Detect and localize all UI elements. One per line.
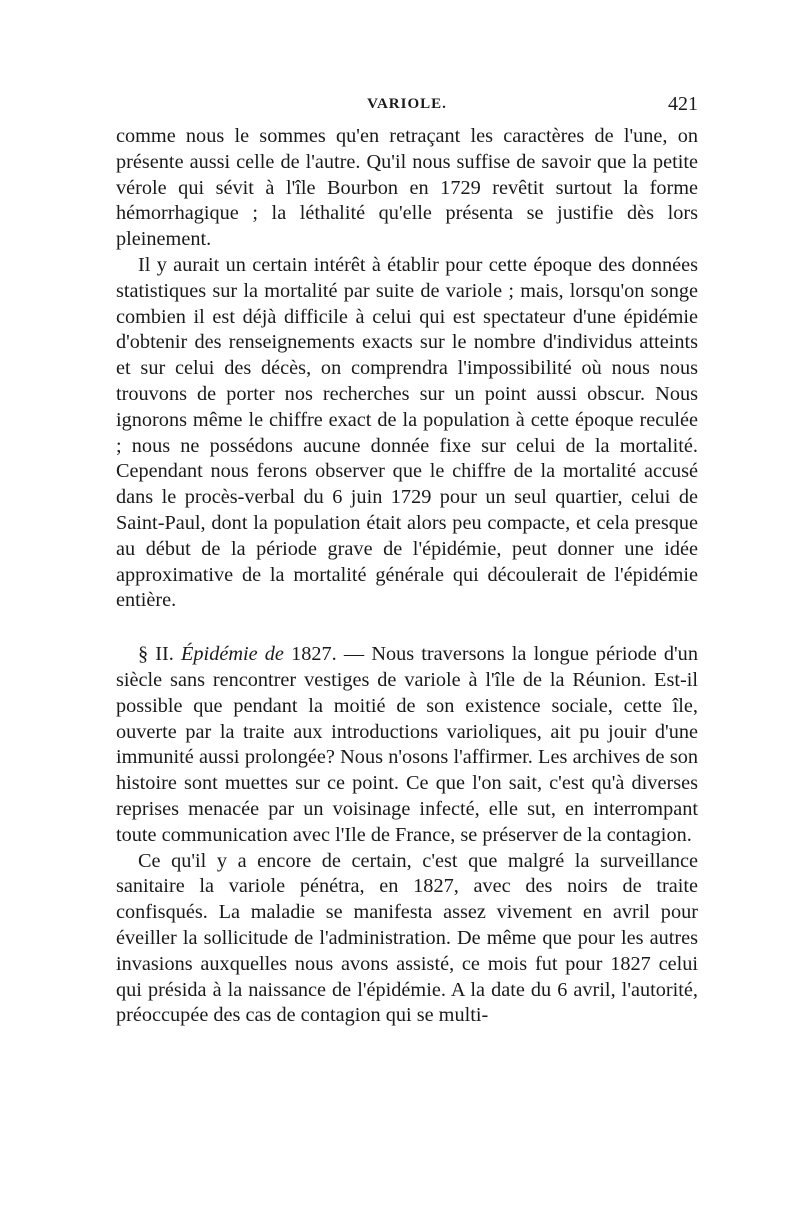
running-head: VARIOLE. bbox=[367, 96, 447, 112]
section-spacer bbox=[116, 614, 698, 642]
book-page bbox=[116, 93, 698, 1029]
page-number: 421 bbox=[668, 93, 698, 115]
section-paragraph bbox=[116, 642, 698, 848]
paragraph-continuation: comme nous le sommes qu'en retraçant les caractères de l'une, on présente aussi celle de l'autre. Qu'il nous suffise de savoir que la petite vérole qui sévit à l'île Bourbon en 1729 revêtit surtout la forme hémorrhagique ; la léthalité qu'elle présenta se justifie dès lors pleinement. bbox=[116, 125, 698, 251]
page-header bbox=[116, 93, 698, 124]
section-text: Nous traversons la longue période d'un siècle sans rencontrer vestiges de variole à l'île de la Réunion. Est-il possible que pendant la moitié de son existence sociale, cette île, ouverte par la traite aux introductions varioliques, ait pu jouir d'une immunité aussi prolongée? Nous n'osons l'affirmer. Les archives de son histoire sont muettes sur ce point. Ce que l'on sait, c'est qu'à diverses reprises menacée par un voisinage infecté, elle sut, en interrompant toute communication avec l'Ile de France, se préserver de la contagion. bbox=[116, 643, 698, 846]
paragraph-statistics: Il y aurait un certain intérêt à établir pour cette époque des données statistiques sur la mortalité par suite de variole ; mais, lorsqu'on songe combien il est déjà difficile à celui qui est spectateur d'une épidémie d'obtenir des renseignements exacts sur le nombre d'individus atteints et sur celui des décès, on comprendra l'impossibilité où nous nous trouvons de porter nos recherches sur un point aussi obscur. Nous ignorons même le chiffre exact de la population à cette époque reculée ; nous ne possédons aucune donnée fixe sur celui de la mortalité. Cependant nous ferons observer que le chiffre de la mortalité accusé dans le procès-verbal du 6 juin 1729 pour un seul quartier, celui de Saint-Paul, dont la population était alors peu compacte, et cela presque au début de la période grave de l'épidémie, peut donner une idée approximative de la mortalité générale qui découlerait de l'épidémie entière. bbox=[116, 253, 698, 612]
section-year: 1827. bbox=[291, 643, 337, 666]
section-label: § II. bbox=[138, 643, 174, 666]
paragraph-1827-epidemic: Ce qu'il y a encore de certain, c'est que malgré la surveillance sanitaire la variole pénétra, en 1827, avec des noirs de traite confisqués. La maladie se manifesta assez vivement en avril pour éveiller la sollicitude de l'administration. De même que pour les autres invasions auxquelles nous avons assisté, ce mois fut pour 1827 celui qui présida à la naissance de l'épidémie. A la date du 6 avril, l'autorité, préoccupée des cas de contagion qui se multi- bbox=[116, 849, 698, 1027]
section-title: Épidémie de bbox=[181, 643, 284, 666]
section-dash: — bbox=[343, 643, 365, 666]
